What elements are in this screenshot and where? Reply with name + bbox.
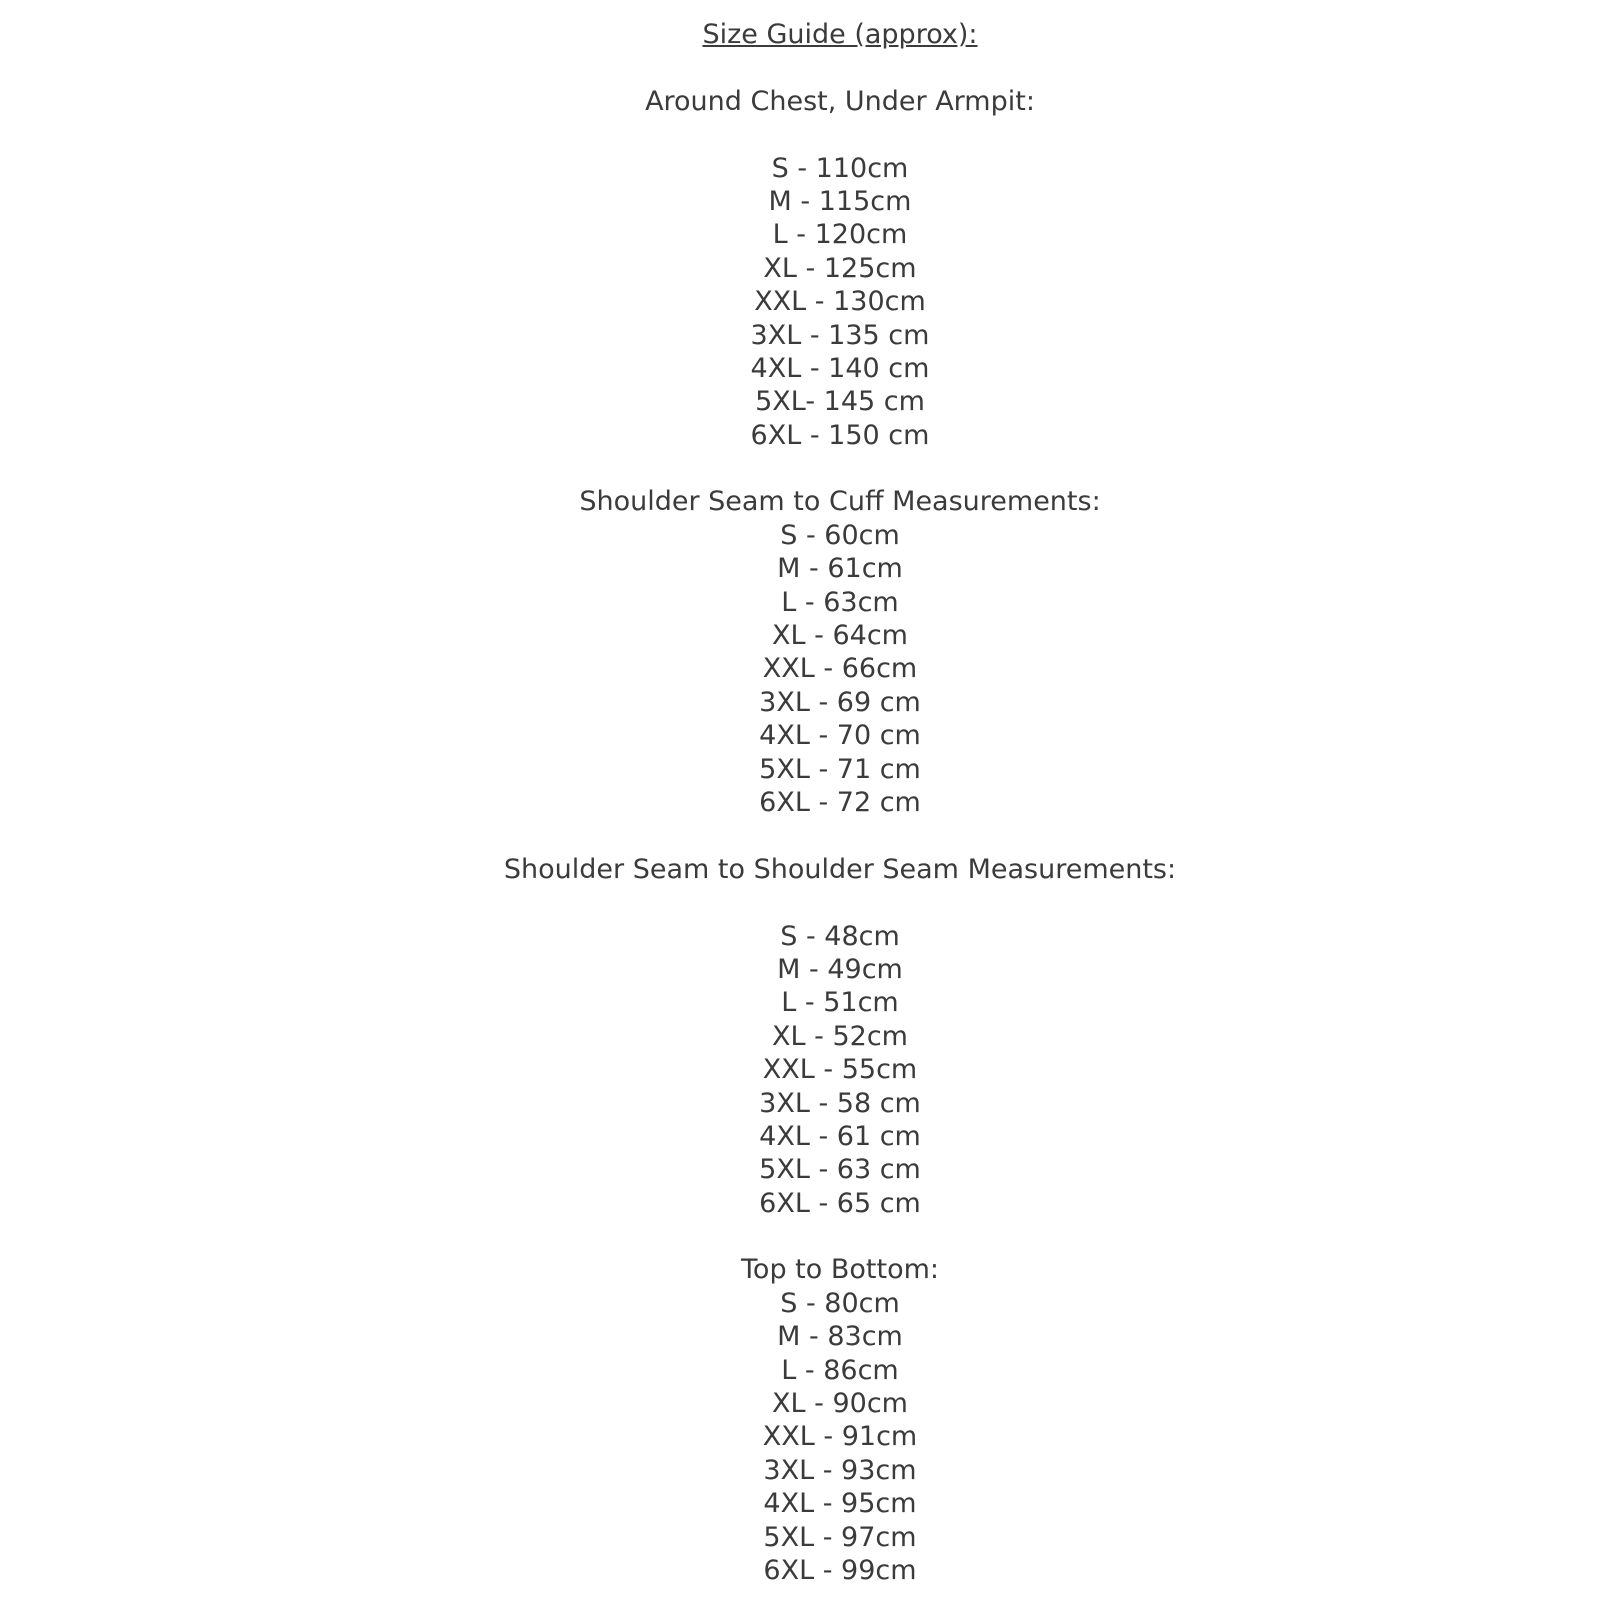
size-row: 6XL - 72 cm — [759, 786, 921, 818]
size-row: M - 61cm — [777, 553, 903, 585]
size-row: XL - 52cm — [772, 1020, 908, 1052]
size-row: XXL - 130cm — [754, 286, 926, 318]
size-row: XL - 90cm — [772, 1388, 908, 1420]
section-heading-around-chest: Around Chest, Under Armpit: — [645, 85, 1035, 117]
spacer — [80, 886, 1600, 919]
size-row: XXL - 91cm — [762, 1421, 918, 1453]
size-row: 4XL - 61 cm — [759, 1120, 921, 1152]
size-row: 6XL - 150 cm — [750, 419, 930, 451]
size-row: M - 115cm — [768, 185, 912, 217]
size-row: 4XL - 70 cm — [759, 720, 921, 752]
page-title-text: Size Guide (approx): — [702, 19, 978, 50]
size-row: 3XL - 58 cm — [759, 1087, 921, 1119]
size-row: 4XL - 95cm — [763, 1488, 917, 1520]
size-row: 3XL - 93cm — [763, 1454, 917, 1486]
spacer — [80, 819, 1600, 852]
size-row: S - 80cm — [780, 1287, 900, 1319]
size-row: S - 60cm — [780, 519, 900, 551]
spacer — [80, 1220, 1600, 1253]
spacer — [80, 51, 1600, 84]
size-row: XXL - 66cm — [762, 653, 918, 685]
size-row: L - 63cm — [781, 586, 899, 618]
size-row: 6XL - 65 cm — [759, 1187, 921, 1219]
size-row: S - 48cm — [780, 920, 900, 952]
spacer — [80, 118, 1600, 151]
size-row: 5XL - 71 cm — [759, 753, 921, 785]
page-title — [80, 18, 1600, 51]
section-heading-seam-to-seam: Shoulder Seam to Shoulder Seam Measurements: — [503, 853, 1177, 885]
size-row: S - 110cm — [771, 152, 909, 184]
size-row: 5XL- 145 cm — [755, 386, 925, 418]
size-row: 6XL - 99cm — [763, 1554, 917, 1586]
section-heading-top-to-bottom: Top to Bottom: — [741, 1254, 939, 1286]
size-row: 3XL - 69 cm — [759, 686, 921, 718]
size-row: 3XL - 135 cm — [750, 319, 930, 351]
size-row: 5XL - 97cm — [763, 1521, 917, 1553]
size-row: 5XL - 63 cm — [759, 1154, 921, 1186]
size-row: L - 86cm — [781, 1354, 899, 1386]
section-heading-seam-to-cuff: Shoulder Seam to Cuff Measurements: — [579, 486, 1101, 518]
size-row: M - 83cm — [777, 1321, 903, 1353]
size-row: XXL - 55cm — [762, 1054, 918, 1086]
size-row: XL - 64cm — [772, 620, 908, 652]
size-row: 4XL - 140 cm — [750, 352, 930, 384]
spacer — [80, 452, 1600, 485]
size-row: L - 51cm — [781, 987, 899, 1019]
size-row: XL - 125cm — [763, 252, 917, 284]
size-row: L - 120cm — [772, 219, 908, 251]
size-row: M - 49cm — [777, 953, 903, 985]
